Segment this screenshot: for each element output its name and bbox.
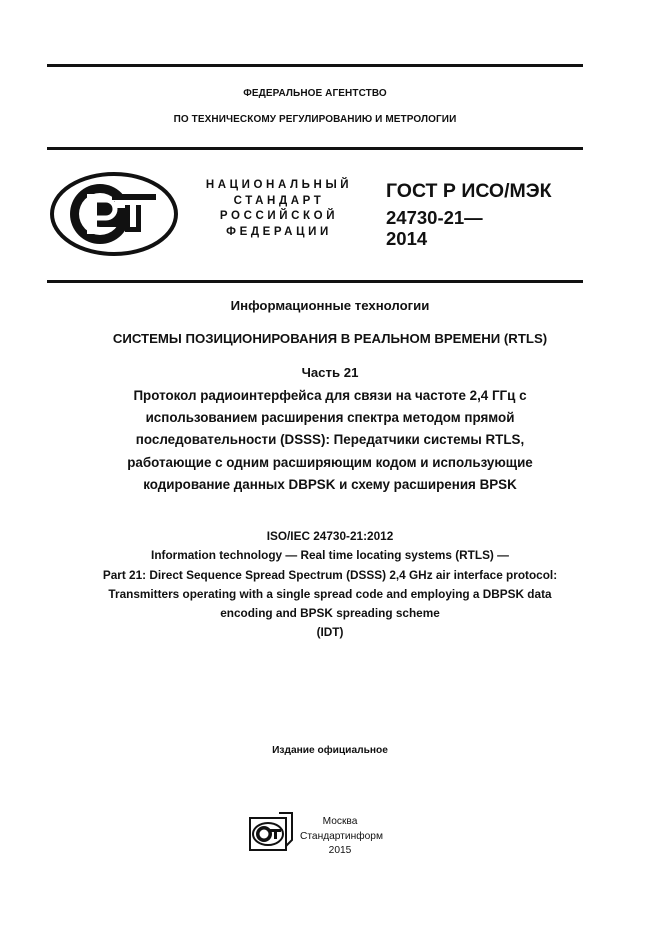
national-standard-label xyxy=(188,178,370,240)
top-rule xyxy=(47,64,583,67)
publisher-name: Стандартинформ xyxy=(300,830,383,842)
description-line: кодирование данных DBPSK и схему расширения BPSK xyxy=(143,476,517,492)
english-title-block xyxy=(40,527,620,643)
standard-number: 24730-21— xyxy=(386,207,483,228)
english-title-line: encoding and BPSK spreading scheme xyxy=(220,606,440,621)
standard-designation xyxy=(386,178,552,250)
english-title-line: Information technology — Real time locating systems (RTLS) — xyxy=(151,548,509,563)
part-description xyxy=(40,385,620,496)
english-title-line: (IDT) xyxy=(316,625,344,640)
description-line: работающие с одним расширяющим кодом и использующие xyxy=(127,454,533,470)
description-line: Протокол радиоинтерфейса для связи на частоте 2,4 ГГц с xyxy=(133,388,527,403)
agency-line-2: ПО ТЕХНИЧЕСКОМУ РЕГУЛИРОВАНИЮ И МЕТРОЛОГИИ xyxy=(173,114,457,125)
english-title-line: Part 21: Direct Sequence Spread Spectrum (DSSS) 2,4 GHz air interface protocol: xyxy=(102,567,558,582)
description-line: использованием расширения спектра методом прямой xyxy=(145,410,515,426)
publisher-city: Москва xyxy=(322,816,358,827)
edition-label: Издание официальное xyxy=(272,745,388,756)
part-number: Часть 21 xyxy=(301,365,359,380)
english-title-line: ISO/IEC 24730-21:2012 xyxy=(266,529,394,543)
standard-year: 2014 xyxy=(386,228,428,249)
publisher-info xyxy=(300,815,383,859)
subject-heading: Информационные технологии xyxy=(230,298,430,313)
national-line: НАЦИОНАЛЬНЫЙ xyxy=(205,179,353,191)
gost-r-certification-mark-icon xyxy=(50,172,178,261)
english-title-line: Transmitters operating with a single spread code and employing a DBPSK data xyxy=(108,586,552,601)
agency-line-1: ФЕДЕРАЛЬНОЕ АГЕНТСТВО xyxy=(243,88,387,99)
national-line: РОССИЙСКОЙ xyxy=(219,210,339,222)
national-line: ФЕДЕРАЦИИ xyxy=(226,225,332,238)
designation: ГОСТ Р ИСО/МЭК xyxy=(386,180,552,202)
standartinform-logo-icon xyxy=(249,812,293,857)
publisher-year: 2015 xyxy=(328,845,352,856)
header-rule xyxy=(47,147,583,150)
main-title: СИСТЕМЫ ПОЗИЦИОНИРОВАНИЯ В РЕАЛЬНОМ ВРЕМЕНИ (RTLS) xyxy=(112,331,548,346)
title-rule xyxy=(47,280,583,283)
national-line: СТАНДАРТ xyxy=(233,194,325,207)
description-line: последовательности (DSSS): Передатчики системы RTLS, xyxy=(135,432,525,448)
